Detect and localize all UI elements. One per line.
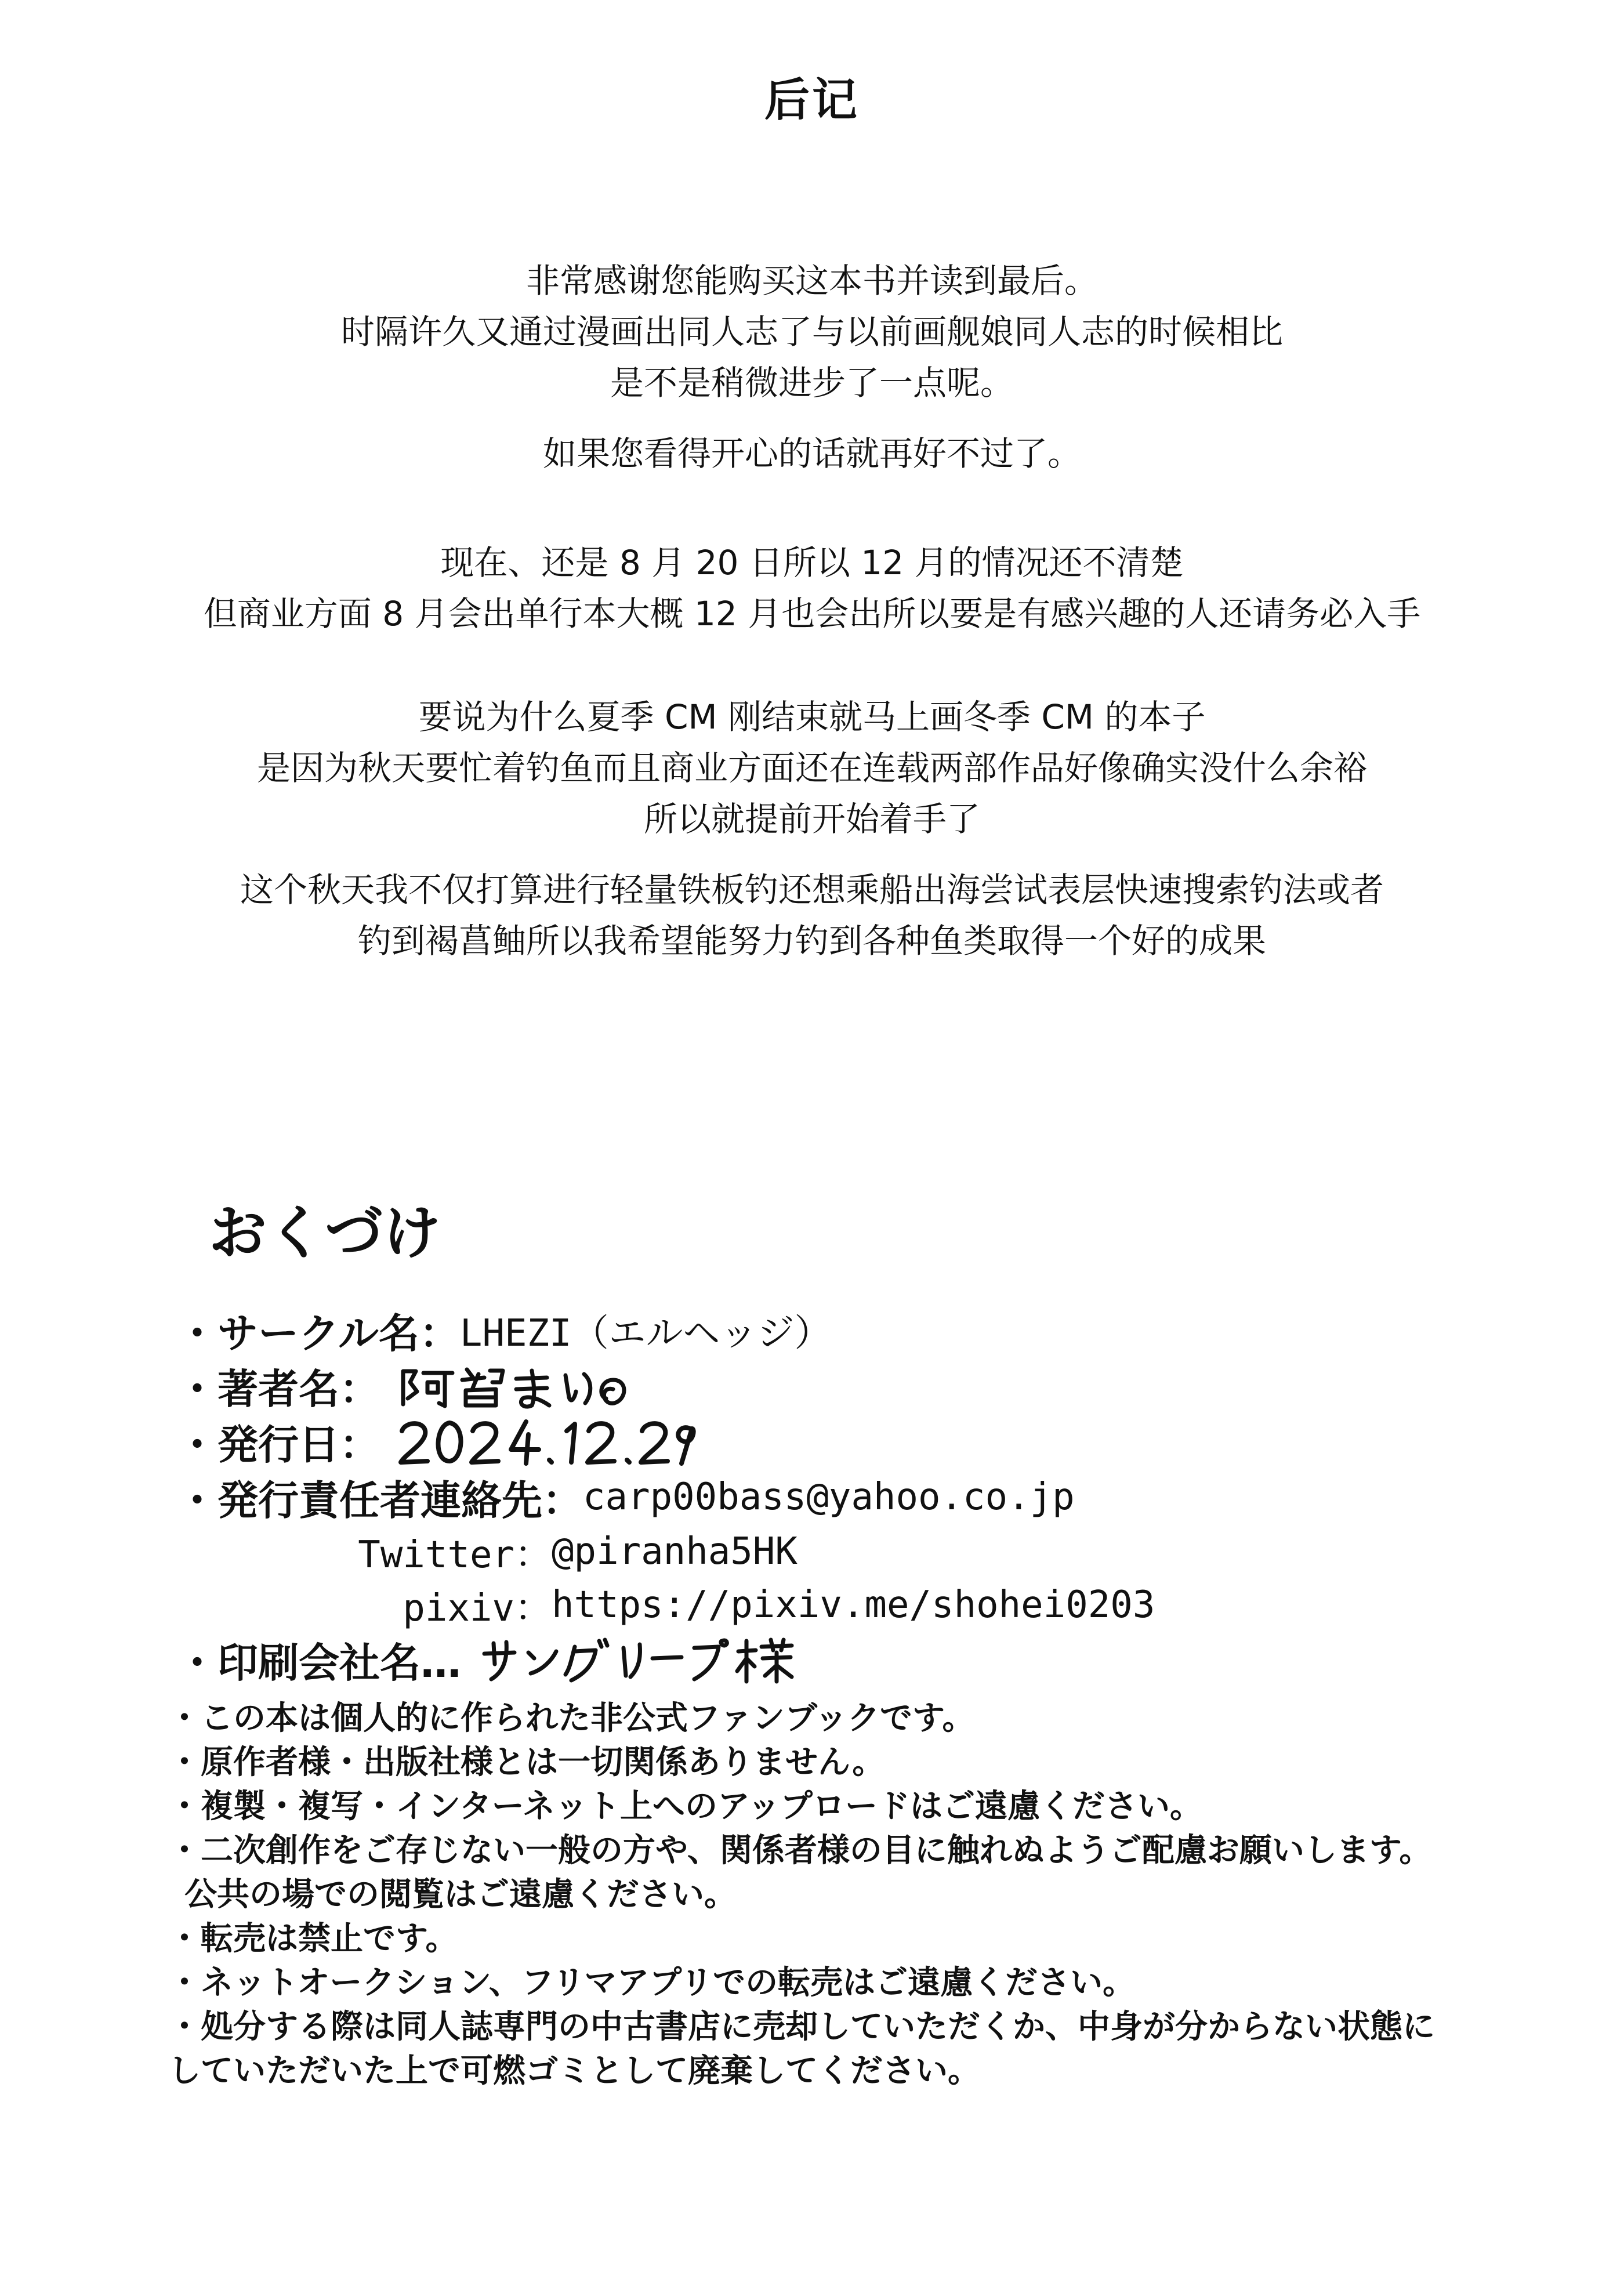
afterword-paragraph-1: [0, 255, 1624, 408]
author-label: ・著者名：: [177, 1365, 380, 1413]
date-label: ・発行日：: [177, 1421, 380, 1469]
afterword-line: 如果您看得开心的话就再好不过了。: [542, 434, 1081, 473]
afterword-paragraph-4: [0, 691, 1624, 845]
afterword-line: 但商业方面 8 月会出单行本大概 12 月也会出所以要是有感兴趣的人还请务必入手: [203, 594, 1421, 633]
note-item: していただいた上で可燃ゴミとして廃棄してください。: [168, 2052, 980, 2090]
pixiv-url[interactable]: https://pixiv.me/shohei0203: [552, 1584, 1155, 1626]
circle-value: LHEZI（エルヘッジ）: [459, 1312, 832, 1355]
twitter-label: Twitter：: [358, 1534, 552, 1577]
afterword-line: 非常感谢您能购买这本书并读到最后。: [525, 261, 1098, 300]
circle-label: ・サークル名：: [177, 1309, 460, 1357]
note-item: ・この本は個人的に作られた非公式ファンブックです。: [168, 1700, 975, 1737]
pixiv-row: [177, 1578, 1569, 1632]
colophon-title: おくづけ: [209, 1199, 441, 1267]
date-handwritten: [397, 1417, 699, 1466]
printer-row: [177, 1632, 1569, 1687]
afterword-paragraph-3: [0, 537, 1624, 639]
afterword-line: 是不是稍微进步了一点呢。: [610, 363, 1014, 403]
afterword-body: [0, 255, 1624, 986]
printer-handwritten: [478, 1635, 803, 1684]
note-item: ・ネットオークション、フリマアプリでの転売はご遠慮ください。: [168, 1964, 1136, 2002]
afterword-line: 是因为秋天要忙着钓鱼而且商业方面还在连载两部作品好像确实没什么余裕: [256, 748, 1367, 788]
note-item: ・転売は禁止です。: [168, 1920, 458, 1958]
printer-label: ・印刷会社名…: [177, 1639, 461, 1687]
afterword-line: 现在、还是 8 月 20 日所以 12 月的情况还不清楚: [440, 543, 1184, 582]
note-item: ・二次創作をご存じない一般の方や、関係者様の目に触れぬようご配慮お願いします。: [168, 1832, 1432, 1869]
afterword-paragraph-5: [0, 864, 1624, 966]
contact-email[interactable]: carp00bass@yahoo.co.jp: [583, 1476, 1075, 1519]
contact-label: ・発行責任者連絡先：: [177, 1476, 583, 1524]
note-item: ・処分する際は同人誌専門の中古書店に売却していただくか、中身が分からない状態に: [168, 2008, 1435, 2046]
afterword-line: 所以就提前开始着手了: [643, 799, 980, 839]
afterword-line: 这个秋天我不仅打算进行轻量铁板钓还想乘船出海尝试表层快速搜索钓法或者: [240, 870, 1384, 910]
afterword-line: 时隔许久又通过漫画出同人志了与以前画舰娘同人志的时候相比: [340, 312, 1283, 352]
note-item: 公共の場での閲覧はご遠慮ください。: [184, 1876, 737, 1914]
afterword-title: 后记: [764, 74, 860, 126]
afterword-paragraph-2: [0, 428, 1624, 479]
afterword-line: 要说为什么夏季 CM 刚结束就马上画冬季 CM 的本子: [418, 697, 1206, 737]
afterword-line: 钓到褐菖鲉所以我希望能努力钓到各种鱼类取得一个好的成果: [357, 921, 1266, 961]
date-row: [177, 1414, 1569, 1469]
pixiv-label: pixiv：: [403, 1587, 552, 1630]
note-item: ・原作者様・出版社様とは一切関係ありません。: [168, 1744, 885, 1781]
notes-list: [168, 1697, 1560, 2093]
colophon-info: [177, 1302, 1569, 1687]
circle-row: [177, 1302, 1569, 1358]
author-handwritten-signature: [397, 1363, 664, 1409]
contact-row: [177, 1469, 1569, 1525]
author-row: [177, 1358, 1569, 1414]
note-item: ・複製・複写・インターネット上へのアップロードはご遠慮ください。: [168, 1788, 1203, 1825]
twitter-row: [177, 1525, 1569, 1578]
twitter-handle[interactable]: @piranha5HK: [552, 1530, 798, 1573]
